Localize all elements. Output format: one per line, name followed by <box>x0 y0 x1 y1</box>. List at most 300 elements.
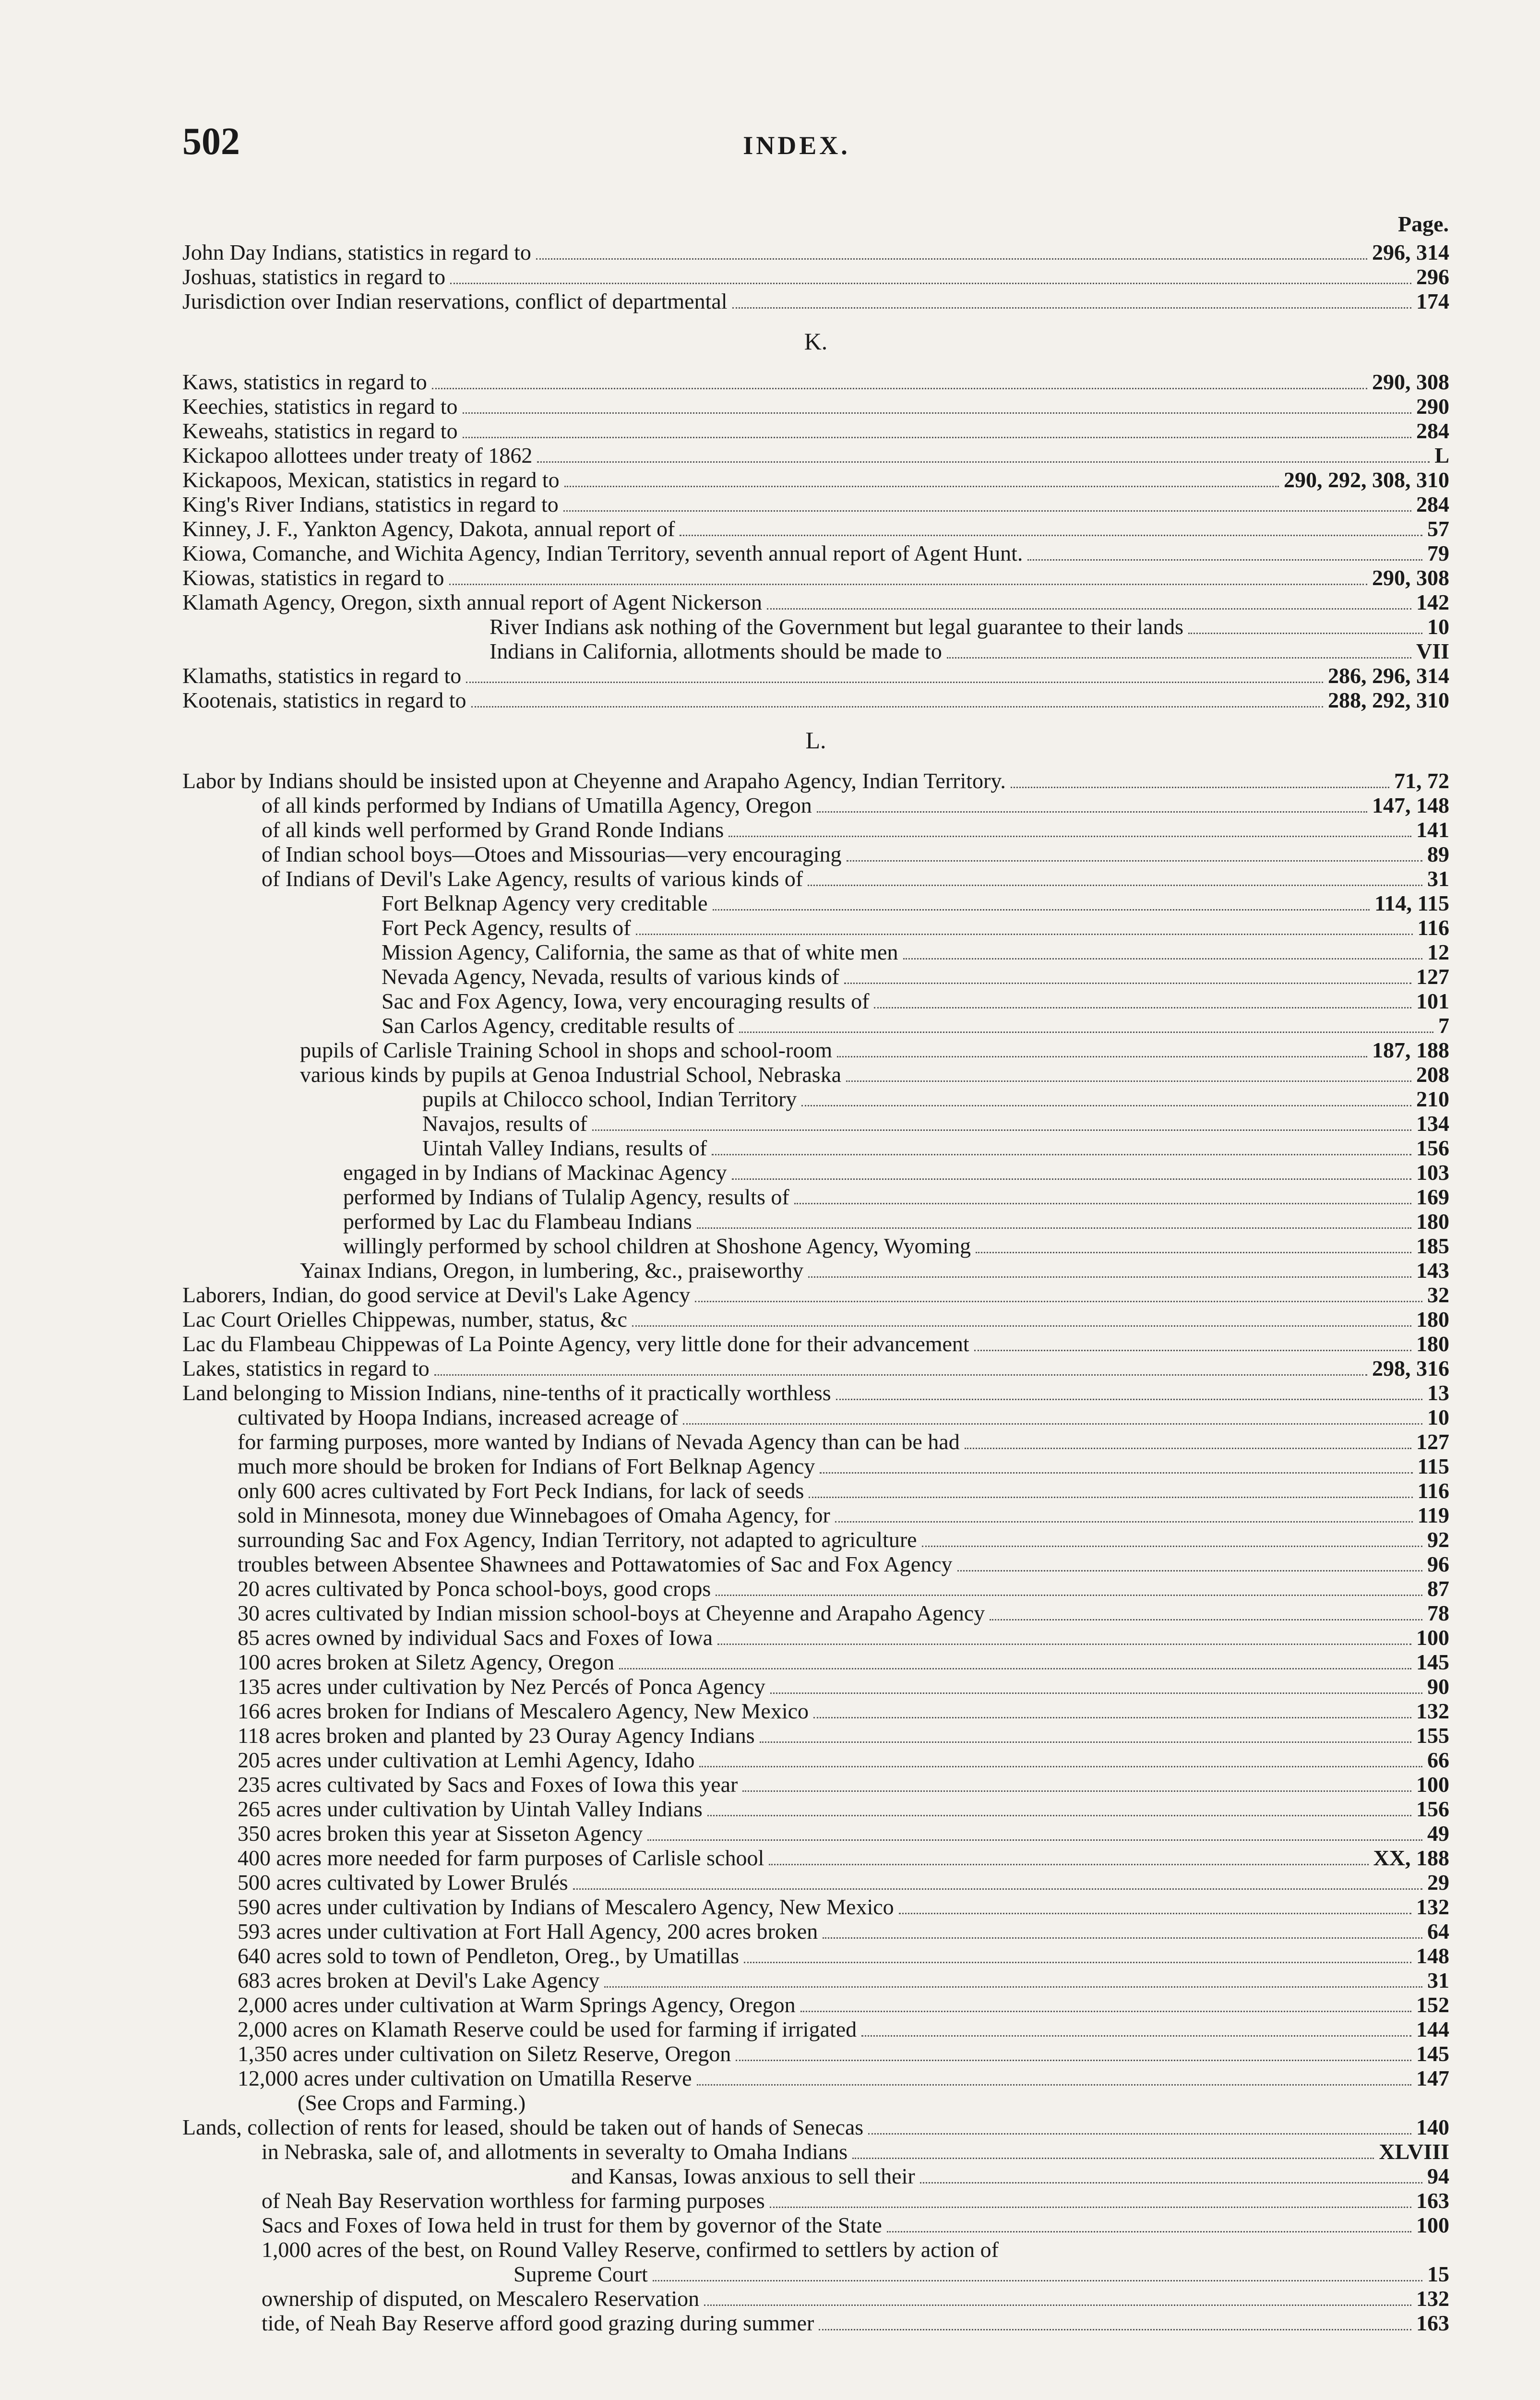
entry-page: 66 <box>1427 1748 1449 1772</box>
index-entry <box>182 289 1449 313</box>
dot-leader <box>794 1203 1411 1204</box>
dot-leader <box>449 584 1367 585</box>
index-entry <box>182 1576 1449 1601</box>
entry-text: Labor by Indians should be insisted upon at Cheyenne and Arapaho Agency, Indian Territory. <box>182 768 1006 793</box>
dot-leader <box>619 1668 1411 1669</box>
index-entry <box>182 2041 1449 2066</box>
dot-leader <box>1011 787 1389 788</box>
entry-page: 142 <box>1416 590 1449 614</box>
index-entry <box>182 370 1449 394</box>
entry-text: 500 acres cultivated by Lower Brulés <box>238 1870 568 1895</box>
index-entry <box>182 793 1449 817</box>
entry-text: troubles between Absentee Shawnees and Pottawatomies of Sac and Fox Agency <box>238 1552 953 1576</box>
entry-text: Klamath Agency, Oregon, sixth annual report of Agent Nickerson <box>182 590 763 614</box>
index-entry <box>182 817 1449 842</box>
dot-leader <box>744 1962 1411 1963</box>
entry-page: 290, 308 <box>1372 370 1449 394</box>
entry-page: 288, 292, 310 <box>1328 688 1449 712</box>
dot-leader <box>769 1864 1368 1865</box>
entry-text: Lac Court Orielles Chippewas, number, status, &c <box>182 1307 627 1332</box>
index-entry <box>182 1356 1449 1380</box>
dot-leader <box>683 1423 1422 1425</box>
entry-page: 94 <box>1427 2164 1449 2188</box>
index-entry <box>182 663 1449 688</box>
entry-text: King's River Indians, statistics in regard to <box>182 492 559 516</box>
index-entry <box>182 1723 1449 1748</box>
index-entry <box>182 2115 1449 2139</box>
dot-leader <box>899 1913 1411 1914</box>
dot-leader <box>432 388 1367 389</box>
entry-page: 114, 115 <box>1374 891 1449 915</box>
dot-leader <box>728 836 1411 837</box>
entry-text: Joshuas, statistics in regard to <box>182 264 446 289</box>
entry-text: performed by Lac du Flambeau Indians <box>343 1209 692 1234</box>
index-entry <box>182 1772 1449 1797</box>
entry-text: 85 acres owned by individual Sacs and Foxes of Iowa <box>238 1625 713 1650</box>
dot-leader <box>809 1497 1412 1498</box>
dot-leader <box>604 1986 1422 1988</box>
entry-page: 163 <box>1416 2188 1449 2213</box>
index-entry <box>182 1185 1449 1209</box>
entry-text: much more should be broken for Indians of Fort Belknap Agency <box>238 1454 815 1478</box>
index-entry <box>182 1258 1449 1283</box>
entry-page: 10 <box>1427 614 1449 639</box>
entry-page: 296, 314 <box>1372 240 1449 264</box>
entry-text: Kiowas, statistics in regard to <box>182 565 444 590</box>
entry-text: Lac du Flambeau Chippewas of La Pointe Agency, very little done for their advancement <box>182 1332 969 1356</box>
index-entry <box>182 1478 1449 1503</box>
dot-leader <box>847 860 1422 862</box>
dot-leader <box>563 510 1411 512</box>
index-entry <box>182 1527 1449 1552</box>
dot-leader <box>817 811 1367 813</box>
entry-text: pupils of Carlisle Training School in shops and school-room <box>300 1038 833 1062</box>
index-entry <box>182 1821 1449 1846</box>
dot-leader <box>976 1252 1411 1253</box>
entry-page: 140 <box>1416 2115 1449 2139</box>
index-entry <box>182 1601 1449 1625</box>
entry-page: 78 <box>1427 1601 1449 1625</box>
entry-text: 30 acres cultivated by Indian mission school-boys at Cheyenne and Arapaho Agency <box>238 1601 985 1625</box>
index-entry <box>182 842 1449 866</box>
page-header <box>182 120 1411 173</box>
entry-page: 185 <box>1416 1234 1449 1258</box>
index-entry <box>182 1038 1449 1062</box>
entry-page: XLVIII <box>1379 2139 1449 2164</box>
entry-text: in Nebraska, sale of, and allotments in severalty to Omaha Indians <box>262 2139 848 2164</box>
entry-page: 298, 316 <box>1372 1356 1449 1380</box>
entry-text: 2,000 acres on Klamath Reserve could be used for farming if irrigated <box>238 2017 857 2041</box>
dot-leader <box>837 1056 1367 1057</box>
dot-leader <box>653 2280 1422 2281</box>
index-entry <box>182 1234 1449 1258</box>
entry-text: Jurisdiction over Indian reservations, conflict of departmental <box>182 289 728 313</box>
dot-leader <box>813 1717 1411 1718</box>
dot-leader <box>732 307 1411 309</box>
entry-page: 64 <box>1427 1919 1449 1944</box>
index-entry <box>182 1944 1449 1968</box>
index-entry <box>182 2017 1449 2041</box>
entry-page: 29 <box>1427 1870 1449 1895</box>
index-entry <box>182 492 1449 516</box>
index-entry <box>182 1160 1449 1185</box>
entry-page: 147, 148 <box>1372 793 1449 817</box>
entry-page: 12 <box>1427 940 1449 964</box>
dot-leader <box>717 1644 1411 1645</box>
entry-text: Lands, collection of rents for leased, should be taken out of hands of Senecas <box>182 2115 864 2139</box>
entry-page: 101 <box>1416 989 1449 1013</box>
entry-text: 590 acres under cultivation by Indians of Mescalero Agency, New Mexico <box>238 1895 894 1919</box>
index-entry <box>182 639 1449 663</box>
entry-text: Sac and Fox Agency, Iowa, very encouraging results of <box>382 989 870 1013</box>
entry-page: 180 <box>1416 1209 1449 1234</box>
dot-leader <box>466 682 1323 683</box>
entry-page: 79 <box>1427 541 1449 565</box>
index-entry <box>182 940 1449 964</box>
entry-page: 143 <box>1416 1258 1449 1283</box>
index-entry <box>182 1895 1449 1919</box>
entry-page: 145 <box>1416 1650 1449 1674</box>
dot-leader <box>707 1815 1411 1816</box>
entry-page: 15 <box>1427 2262 1449 2286</box>
entry-page: 71, 72 <box>1394 768 1449 793</box>
entry-text: 100 acres broken at Siletz Agency, Oregon <box>238 1650 615 1674</box>
dot-leader <box>699 1766 1422 1767</box>
dot-leader <box>463 437 1411 438</box>
entry-text: 265 acres under cultivation by Uintah Valley Indians <box>238 1797 703 1821</box>
index-entry <box>182 1283 1449 1307</box>
entry-page: 290 <box>1416 394 1449 419</box>
entry-text: cultivated by Hoopa Indians, increased acreage of <box>238 1405 679 1429</box>
index-entry <box>182 1332 1449 1356</box>
entry-page: 57 <box>1427 516 1449 541</box>
index-entry <box>182 394 1449 419</box>
dot-leader <box>974 1350 1411 1351</box>
dot-leader <box>819 2329 1411 2330</box>
entry-text: of all kinds well performed by Grand Ronde Indians <box>262 817 724 842</box>
index-entry <box>182 1013 1449 1038</box>
entry-text: Navajos, results of <box>422 1111 587 1136</box>
index-entry <box>182 1111 1449 1136</box>
index-entry <box>182 565 1449 590</box>
section-heading: L. <box>805 727 826 754</box>
entry-text: of Indian school boys—Otoes and Missourias—very encouraging <box>262 842 842 866</box>
index-entry <box>182 1992 1449 2017</box>
dot-leader <box>713 909 1370 911</box>
entry-page: VII <box>1416 639 1449 663</box>
index-entry <box>182 1870 1449 1895</box>
dot-leader <box>957 1570 1422 1572</box>
entry-text: 12,000 acres under cultivation on Umatilla Reserve <box>238 2066 692 2090</box>
entry-text: Kiowa, Comanche, and Wichita Agency, Indian Territory, seventh annual report of Agent Hunt. <box>182 541 1023 565</box>
entry-page: 100 <box>1416 1772 1449 1797</box>
entry-text: engaged in by Indians of Mackinac Agency <box>343 1160 727 1185</box>
index-entry <box>182 1136 1449 1160</box>
index-entry <box>182 443 1449 468</box>
dot-leader <box>450 283 1411 284</box>
entry-page: 169 <box>1416 1185 1449 1209</box>
entry-text: sold in Minnesota, money due Winnebagoes of Omaha Agency, for <box>238 1503 830 1527</box>
dot-leader <box>1027 559 1422 561</box>
dot-leader <box>573 1888 1423 1890</box>
index-entry <box>182 2164 1449 2188</box>
entry-page: 49 <box>1427 1821 1449 1846</box>
entry-text: for farming purposes, more wanted by Indians of Nevada Agency than can be had <box>238 1429 960 1454</box>
entry-text: San Carlos Agency, creditable results of <box>382 1013 735 1038</box>
index-entry <box>182 516 1449 541</box>
entry-page: 7 <box>1438 1013 1449 1038</box>
index-entry <box>182 240 1449 264</box>
index-entry <box>182 915 1449 940</box>
index-entry <box>182 1625 1449 1650</box>
dot-leader <box>808 885 1422 886</box>
dot-leader <box>695 1301 1422 1302</box>
entry-text: of Neah Bay Reservation worthless for farming purposes <box>262 2188 765 2213</box>
index-entry <box>182 2262 1449 2286</box>
dot-leader <box>770 1692 1422 1694</box>
dot-leader <box>471 706 1324 708</box>
entry-text: Mission Agency, California, the same as that of white men <box>382 940 898 964</box>
entry-text: 350 acres broken this year at Sisseton Agency <box>238 1821 643 1846</box>
entry-page: 296 <box>1416 264 1449 289</box>
entry-text: 205 acres under cultivation at Lemhi Agency, Idaho <box>238 1748 695 1772</box>
index-entry <box>182 2066 1449 2090</box>
dot-leader <box>874 1007 1411 1008</box>
entry-text: Keweahs, statistics in regard to <box>182 419 458 443</box>
entry-text: only 600 acres cultivated by Fort Peck Indians, for lack of seeds <box>238 1478 804 1503</box>
dot-leader <box>852 2158 1374 2159</box>
entry-page: 155 <box>1416 1723 1449 1748</box>
index-entry <box>182 964 1449 989</box>
index-entry <box>182 768 1449 793</box>
entry-text: of Indians of Devil's Lake Agency, results of various kinds of <box>262 866 803 891</box>
entry-page: 148 <box>1416 1944 1449 1968</box>
entry-text: 235 acres cultivated by Sacs and Foxes of Iowa this year <box>238 1772 738 1797</box>
entry-page: 127 <box>1416 964 1449 989</box>
index-entry <box>182 541 1449 565</box>
entry-text: Fort Peck Agency, results of <box>382 915 631 940</box>
dot-leader <box>537 461 1430 463</box>
entry-text: Laborers, Indian, do good service at Devil's Lake Agency <box>182 1283 691 1307</box>
entry-text: ownership of disputed, on Mescalero Reservation <box>262 2286 700 2311</box>
dot-leader <box>903 958 1422 960</box>
entry-text: Supreme Court <box>513 2262 648 2286</box>
entry-page: 180 <box>1416 1332 1449 1356</box>
index-entry <box>182 1552 1449 1576</box>
index-entry <box>182 1405 1449 1429</box>
entry-page: 152 <box>1416 1992 1449 2017</box>
entry-text: 20 acres cultivated by Ponca school-boys, good crops <box>238 1576 711 1601</box>
index-entry <box>182 1503 1449 1527</box>
dot-leader <box>647 1839 1422 1841</box>
page-column-label: Page. <box>1397 212 1449 236</box>
dot-leader <box>800 2011 1411 2012</box>
entry-text: tide, of Neah Bay Reserve afford good grazing during summer <box>262 2311 814 2335</box>
entry-text: performed by Indians of Tulalip Agency, results of <box>343 1185 789 1209</box>
index-entry <box>182 2237 1449 2262</box>
entry-text: Kickapoo allottees under treaty of 1862 <box>182 443 533 468</box>
entry-page: 156 <box>1416 1136 1449 1160</box>
index-entry <box>182 1748 1449 1772</box>
entry-page: 290, 308 <box>1372 565 1449 590</box>
entry-text: Indians in California, allotments should be made to <box>489 639 942 663</box>
index-entry <box>182 1650 1449 1674</box>
dot-leader <box>680 535 1422 536</box>
dot-leader <box>564 486 1279 487</box>
dot-leader <box>820 1472 1412 1474</box>
dot-leader <box>697 1227 1411 1229</box>
index-entry <box>182 989 1449 1013</box>
entry-page: 180 <box>1416 1307 1449 1332</box>
entry-page: 187, 188 <box>1372 1038 1449 1062</box>
entry-text: Nevada Agency, Nevada, results of various kinds of <box>382 964 839 989</box>
entry-page: 87 <box>1427 1576 1449 1601</box>
index-entry <box>182 468 1449 492</box>
index-entry <box>182 2188 1449 2213</box>
entry-page: 284 <box>1416 492 1449 516</box>
entry-text: 1,000 acres of the best, on Round Valley Reserve, confirmed to settlers by action of <box>262 2237 999 2262</box>
entry-text: various kinds by pupils at Genoa Industrial School, Nebraska <box>300 1062 842 1087</box>
dot-leader <box>990 1619 1422 1620</box>
entry-page: 31 <box>1427 1968 1449 1992</box>
entry-text: (See Crops and Farming.) <box>298 2090 526 2115</box>
entry-text: pupils at Chilocco school, Indian Territory <box>422 1087 797 1111</box>
dot-leader <box>823 1937 1422 1939</box>
dot-leader <box>697 2084 1411 2086</box>
entry-page: 13 <box>1427 1380 1449 1405</box>
entry-page: 100 <box>1416 2213 1449 2237</box>
entry-page: 141 <box>1416 817 1449 842</box>
entry-page: 147 <box>1416 2066 1449 2090</box>
entry-text: River Indians ask nothing of the Government but legal guarantee to their lands <box>489 614 1184 639</box>
entry-page: 100 <box>1416 1625 1449 1650</box>
entry-page: 210 <box>1416 1087 1449 1111</box>
entry-page: 134 <box>1416 1111 1449 1136</box>
entry-text: Klamaths, statistics in regard to <box>182 663 462 688</box>
entry-text: Keechies, statistics in regard to <box>182 394 458 419</box>
index-entry <box>182 2090 1449 2115</box>
entry-page: 284 <box>1416 419 1449 443</box>
dot-leader <box>536 258 1367 260</box>
entry-text: John Day Indians, statistics in regard to <box>182 240 531 264</box>
page-number: 502 <box>182 120 240 163</box>
index-entry <box>182 1846 1449 1870</box>
dot-leader <box>716 1595 1422 1596</box>
section-heading: K. <box>804 328 828 355</box>
dot-leader <box>965 1448 1411 1449</box>
dot-leader <box>736 2060 1411 2061</box>
index-entry <box>182 1380 1449 1405</box>
entry-text: 593 acres under cultivation at Fort Hall Agency, 200 acres broken <box>238 1919 818 1944</box>
dot-leader <box>1188 633 1422 634</box>
index-entry <box>182 1209 1449 1234</box>
dot-leader <box>920 2182 1422 2184</box>
dot-leader <box>712 1154 1411 1155</box>
dot-leader <box>861 2035 1411 2037</box>
entry-text: 640 acres sold to town of Pendleton, Oreg., by Umatillas <box>238 1944 740 1968</box>
entry-page: 116 <box>1417 1478 1449 1503</box>
dot-leader <box>463 412 1411 414</box>
entry-text: Kinney, J. F., Yankton Agency, Dakota, annual report of <box>182 516 675 541</box>
index-entry <box>182 2286 1449 2311</box>
entry-page: 89 <box>1427 842 1449 866</box>
entry-page: 103 <box>1416 1160 1449 1185</box>
entry-text: Uintah Valley Indians, results of <box>422 1136 707 1160</box>
running-head: INDEX. <box>743 131 850 160</box>
index-entry <box>182 688 1449 712</box>
dot-leader <box>868 2133 1411 2135</box>
dot-leader <box>636 934 1413 935</box>
entry-text: 1,350 acres under cultivation on Siletz Reserve, Oregon <box>238 2041 731 2066</box>
entry-page: 90 <box>1427 1674 1449 1699</box>
entry-page: 132 <box>1416 2286 1449 2311</box>
index-entry <box>182 1968 1449 1992</box>
entry-page: 32 <box>1427 1283 1449 1307</box>
index-entry <box>182 2311 1449 2335</box>
entry-text: and Kansas, Iowas anxious to sell their <box>571 2164 915 2188</box>
index-entry <box>182 1674 1449 1699</box>
entry-text: Fort Belknap Agency very creditable <box>382 891 708 915</box>
index-entry <box>182 614 1449 639</box>
entry-page: 145 <box>1416 2041 1449 2066</box>
index-body <box>182 240 1449 2335</box>
entry-page: 156 <box>1416 1797 1449 1821</box>
dot-leader <box>767 608 1411 610</box>
index-entry <box>182 2139 1449 2164</box>
dot-leader <box>947 657 1411 659</box>
dot-leader <box>844 983 1411 984</box>
entry-page: 132 <box>1416 1699 1449 1723</box>
dot-leader <box>801 1105 1411 1106</box>
dot-leader <box>739 1032 1433 1033</box>
entry-text: 2,000 acres under cultivation at Warm Springs Agency, Oregon <box>238 1992 796 2017</box>
dot-leader <box>732 1178 1411 1180</box>
entry-page: 208 <box>1416 1062 1449 1087</box>
entry-text: Yainax Indians, Oregon, in lumbering, &c., praiseworthy <box>300 1258 804 1283</box>
entry-page: 163 <box>1416 2311 1449 2335</box>
entry-page: 10 <box>1427 1405 1449 1429</box>
entry-text: 135 acres under cultivation by Nez Percés of Ponca Agency <box>238 1674 765 1699</box>
entry-page: 127 <box>1416 1429 1449 1454</box>
entry-text: Kaws, statistics in regard to <box>182 370 427 394</box>
entry-page: XX, 188 <box>1373 1846 1449 1870</box>
dot-leader <box>808 1276 1411 1278</box>
dot-leader <box>846 1080 1411 1082</box>
dot-leader <box>592 1129 1411 1131</box>
index-entry <box>182 264 1449 289</box>
entry-page: 174 <box>1416 289 1449 313</box>
dot-leader <box>887 2231 1411 2232</box>
entry-text: Lakes, statistics in regard to <box>182 1356 430 1380</box>
index-entry <box>182 590 1449 614</box>
entry-text: willingly performed by school children at Shoshone Agency, Wyoming <box>343 1234 971 1258</box>
entry-page: 31 <box>1427 866 1449 891</box>
entry-page: 115 <box>1417 1454 1449 1478</box>
entry-page: 116 <box>1417 915 1449 940</box>
entry-page: 119 <box>1417 1503 1449 1527</box>
entry-text: Kootenais, statistics in regard to <box>182 688 466 712</box>
entry-page: 144 <box>1416 2017 1449 2041</box>
index-entry <box>182 1699 1449 1723</box>
index-entry <box>182 1429 1449 1454</box>
entry-page: L <box>1434 443 1449 468</box>
entry-text: 166 acres broken for Indians of Mescalero Agency, New Mexico <box>238 1699 809 1723</box>
entry-text: 118 acres broken and planted by 23 Ouray Agency Indians <box>238 1723 755 1748</box>
dot-leader <box>704 2304 1411 2306</box>
entry-page: 96 <box>1427 1552 1449 1576</box>
entry-text: Sacs and Foxes of Iowa held in trust for them by governor of the State <box>262 2213 882 2237</box>
entry-text: of all kinds performed by Indians of Umatilla Agency, Oregon <box>262 793 812 817</box>
